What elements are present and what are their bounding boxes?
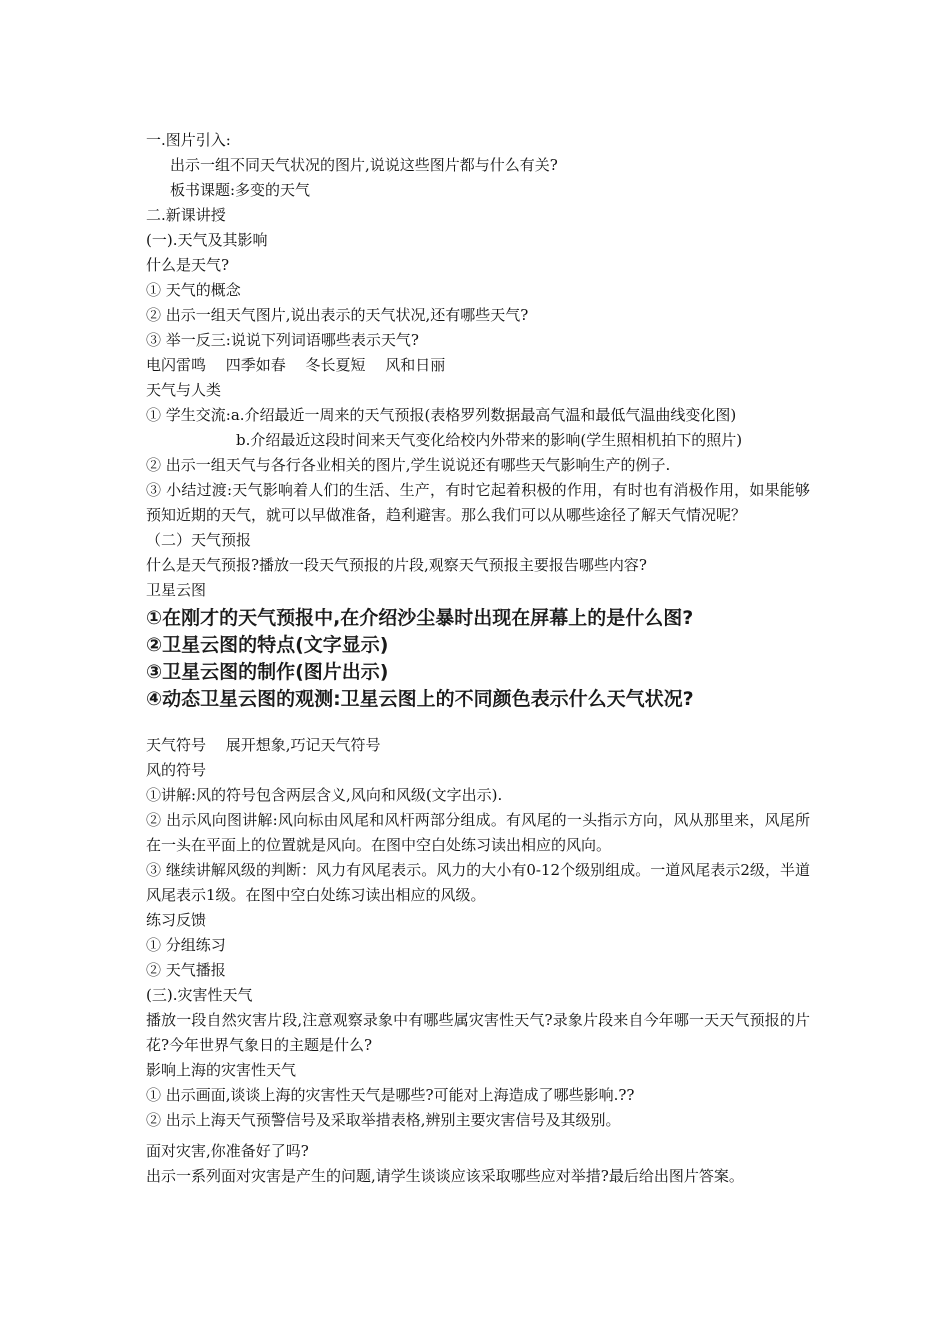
- text-line-25: ①讲解:风的符号包含两层含义,风向和风级(文字出示).: [146, 786, 503, 804]
- text-line-27: ③ 继续讲解风级的判断：风力有风尾表示。风力的大小有0-12个级别组成。一道风尾表示2级，半道风尾表示1级。在图中空白处练习读出相应的风级。: [146, 861, 810, 904]
- text-line-34: ① 出示画面,谈谈上海的灾害性天气是哪些?可能对上海造成了哪些影响.??: [146, 1086, 635, 1104]
- text-line-21: ③卫星云图的制作(图片出示): [146, 661, 389, 683]
- text-line-17: 什么是天气预报?播放一段天气预报的片段,观察天气预报主要报告哪些内容?: [146, 556, 647, 574]
- text-line-28: 练习反馈: [146, 911, 207, 929]
- text-line-35: ② 出示上海天气预警信号及采取举措表格,辨别主要灾害信号及其级别。: [146, 1111, 621, 1129]
- text-line-26: ② 出示风向图讲解:风向标由风尾和风杆两部分组成。有风尾的一头指示方向，风从那里来，风尾所在一头在平面上的位置就是风向。在图中空白处练习读出相应的风向。: [146, 811, 810, 854]
- text-line-6: 什么是天气?: [146, 256, 230, 274]
- text-line-12: ① 学生交流:a.介绍最近一周来的天气预报(表格罗列数据最高气温和最低气温曲线变化图): [146, 406, 737, 424]
- text-line-3: 板书课题:多变的天气: [170, 181, 311, 199]
- text-line-23: 天气符号 展开想象,巧记天气符号: [146, 736, 381, 754]
- text-line-22: ④动态卫星云图的观测:卫星云图上的不同颜色表示什么天气状况?: [146, 688, 694, 710]
- text-line-10: 电闪雷鸣 四季如春 冬长夏短 风和日丽: [146, 356, 446, 374]
- text-line-5: (一).天气及其影响: [146, 231, 268, 249]
- text-line-7: ① 天气的概念: [146, 281, 241, 299]
- lesson-plan-body: [146, 128, 810, 1189]
- text-line-32: 播放一段自然灾害片段,注意观察录象中有哪些属灾害性天气?录象片段来自今年哪一天天气预报的片花?今年世界气象日的主题是什么?: [146, 1011, 810, 1054]
- text-line-20: ②卫星云图的特点(文字显示): [146, 634, 389, 656]
- text-line-29: ① 分组练习: [146, 936, 226, 954]
- text-line-16: （二）天气预报: [146, 531, 252, 549]
- text-line-2: 出示一组不同天气状况的图片,说说这些图片都与什么有关?: [170, 156, 558, 174]
- text-line-33: 影响上海的灾害性天气: [146, 1061, 297, 1079]
- text-line-36: 面对灾害,你准备好了吗?: [146, 1142, 309, 1160]
- text-line-13: b.介绍最近这段时间来天气变化给校内外带来的影响(学生照相机拍下的照片): [236, 431, 743, 449]
- text-line-24: 风的符号: [146, 761, 207, 779]
- text-line-31: (三).灾害性天气: [146, 986, 253, 1004]
- text-line-15: ③ 小结过渡:天气影响着人们的生活、生产，有时它起着积极的作用，有时也有消极作用，如果能够预知近期的天气，就可以早做准备，趋利避害。那么我们可以从哪些途径了解天气情况呢？: [146, 481, 810, 524]
- text-line-30: ② 天气播报: [146, 961, 226, 979]
- text-line-1: 一.图片引入:: [146, 131, 231, 149]
- text-line-4: 二.新课讲授: [146, 206, 226, 224]
- text-line-37: 出示一系列面对灾害是产生的问题,请学生谈谈应该采取哪些应对举措?最后给出图片答案。: [146, 1167, 744, 1185]
- text-line-19: ①在刚才的天气预报中,在介绍沙尘暴时出现在屏幕上的是什么图?: [146, 607, 694, 629]
- text-line-14: ② 出示一组天气与各行各业相关的图片,学生说说还有哪些天气影响生产的例子.: [146, 456, 671, 474]
- text-line-9: ③ 举一反三:说说下列词语哪些表示天气?: [146, 331, 419, 349]
- text-line-18: 卫星云图: [146, 581, 207, 599]
- text-line-8: ② 出示一组天气图片,说出表示的天气状况,还有哪些天气?: [146, 306, 529, 324]
- text-line-11: 天气与人类: [146, 381, 222, 399]
